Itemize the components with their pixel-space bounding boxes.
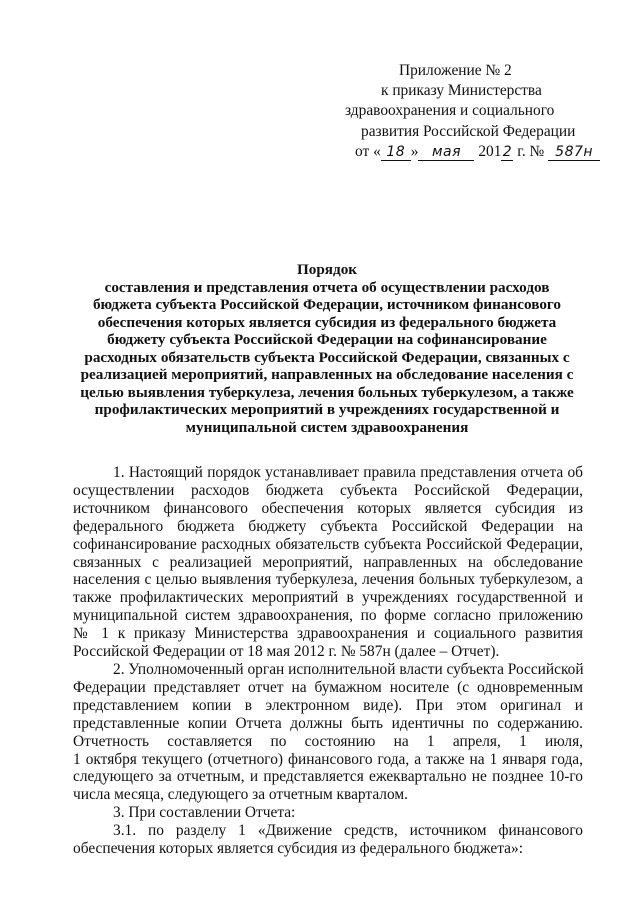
paragraph-2-line: Федерации представляет отчет на бумажном носителе (с одновременным — [73, 678, 583, 696]
title-line: реализацией мероприятий, направленных на обследование населения с — [80, 366, 574, 383]
document-title — [62, 261, 592, 436]
order-number-label: г. № — [517, 142, 545, 160]
appendix-ministry-line2: развития Российской Федерации — [361, 122, 576, 140]
paragraph-1-line: также профилактических мероприятий в учреждениях государственной и — [73, 589, 583, 607]
paragraph-1-line: № 1 к приказу Министерства здравоохранения и социального развития — [73, 625, 583, 643]
title-line: бюджета субъекта Российской Федерации, источником финансового — [92, 296, 562, 313]
title-line: профилактических мероприятий в учреждениях государственной и — [94, 401, 560, 418]
paragraph-1-line: Российской Федерации от 18 мая 2012 г. № 587н (далее – Отчет). — [73, 643, 500, 661]
paragraph-1-line: источником финансового обеспечения которых является субсидия из — [73, 499, 583, 517]
handwritten-month: мая — [418, 145, 474, 161]
date-day-close: » — [410, 142, 419, 160]
paragraph-1-line: федерального бюджета бюджету субъекта Российской Федерации на — [73, 517, 583, 535]
paragraph-1-line: муниципальной систем здравоохранения, по форме согласно приложению — [73, 607, 583, 625]
appendix-header — [343, 61, 623, 162]
handwritten-day: 18 — [381, 145, 411, 161]
paragraph-2-line: Отчетность составляется по состоянию на 1 апреля, 1 июля, — [73, 732, 583, 750]
paragraph-2-line: представленные копии Отчета должны быть идентичны по содержанию. — [73, 714, 583, 732]
year-prefix: 201 — [478, 142, 502, 160]
paragraph-1-line: софинансирование расходных обязательств субъекта Российской Федерации, — [73, 535, 583, 553]
title-line: муниципальной систем здравоохранения — [185, 418, 469, 436]
paragraph-2-line: числа месяца, следующего за отчетным кварталом. — [73, 786, 408, 804]
appendix-ministry-line1: здравоохранения и социального — [345, 102, 555, 120]
paragraph-2-line: представлением копии в электронном виде). При этом оригинал и — [73, 696, 583, 714]
title-line: составления и представления отчета об осуществлении расходов — [104, 278, 550, 296]
document-body — [73, 464, 583, 858]
title-heading: Порядок — [296, 261, 358, 278]
date-prefix: от « — [355, 142, 381, 160]
paragraph-2-line: 2. Уполномоченный орган исполнительной власти субъекта Российской — [113, 660, 584, 678]
title-line: расходных обязательств субъекта Российской Федерации, связанных с — [84, 348, 570, 366]
paragraph-1-line: осуществлении расходов бюджета субъекта Российской Федерации, — [73, 481, 583, 499]
paragraph-3-1-line: обеспечения которых является субсидия из федерального бюджета»: — [73, 840, 523, 858]
paragraph-3-1-line: 3.1. по разделу 1 «Движение средств, источником финансового — [113, 822, 583, 840]
title-line: бюджету субъекта Российской Федерации на софинансирование — [107, 331, 547, 348]
paragraph-1-line: связанных с реализацией мероприятий, направленных на обследование — [73, 553, 583, 571]
paragraph-2-line: следующего за отчетным, и представляется ежеквартально не позднее 10-го — [73, 768, 583, 786]
title-line: целью выявления туберкулеза, лечения больных туберкулезом, а также — [80, 383, 574, 401]
paragraph-3-line: 3. При составлении Отчета: — [113, 804, 296, 822]
appendix-date-line — [343, 142, 623, 162]
title-line: обеспечения которых является субсидия из федерального бюджета — [97, 313, 557, 331]
appendix-order-ref: к приказу Министерства — [381, 82, 542, 100]
appendix-number: Приложение № 2 — [399, 62, 512, 79]
paragraph-1-line: 1. Настоящий порядок устанавливает правила представления отчета об — [113, 464, 583, 481]
paragraph-1-line: населения с целью выявления туберкулеза, лечения больных туберкулезом, а — [73, 571, 583, 589]
paragraph-2-line: 1 октября текущего (отчетного) финансового года, а также на 1 января года, — [73, 750, 583, 768]
handwritten-order-number: 587н — [548, 145, 600, 161]
handwritten-year-digit: 2 — [502, 143, 513, 160]
